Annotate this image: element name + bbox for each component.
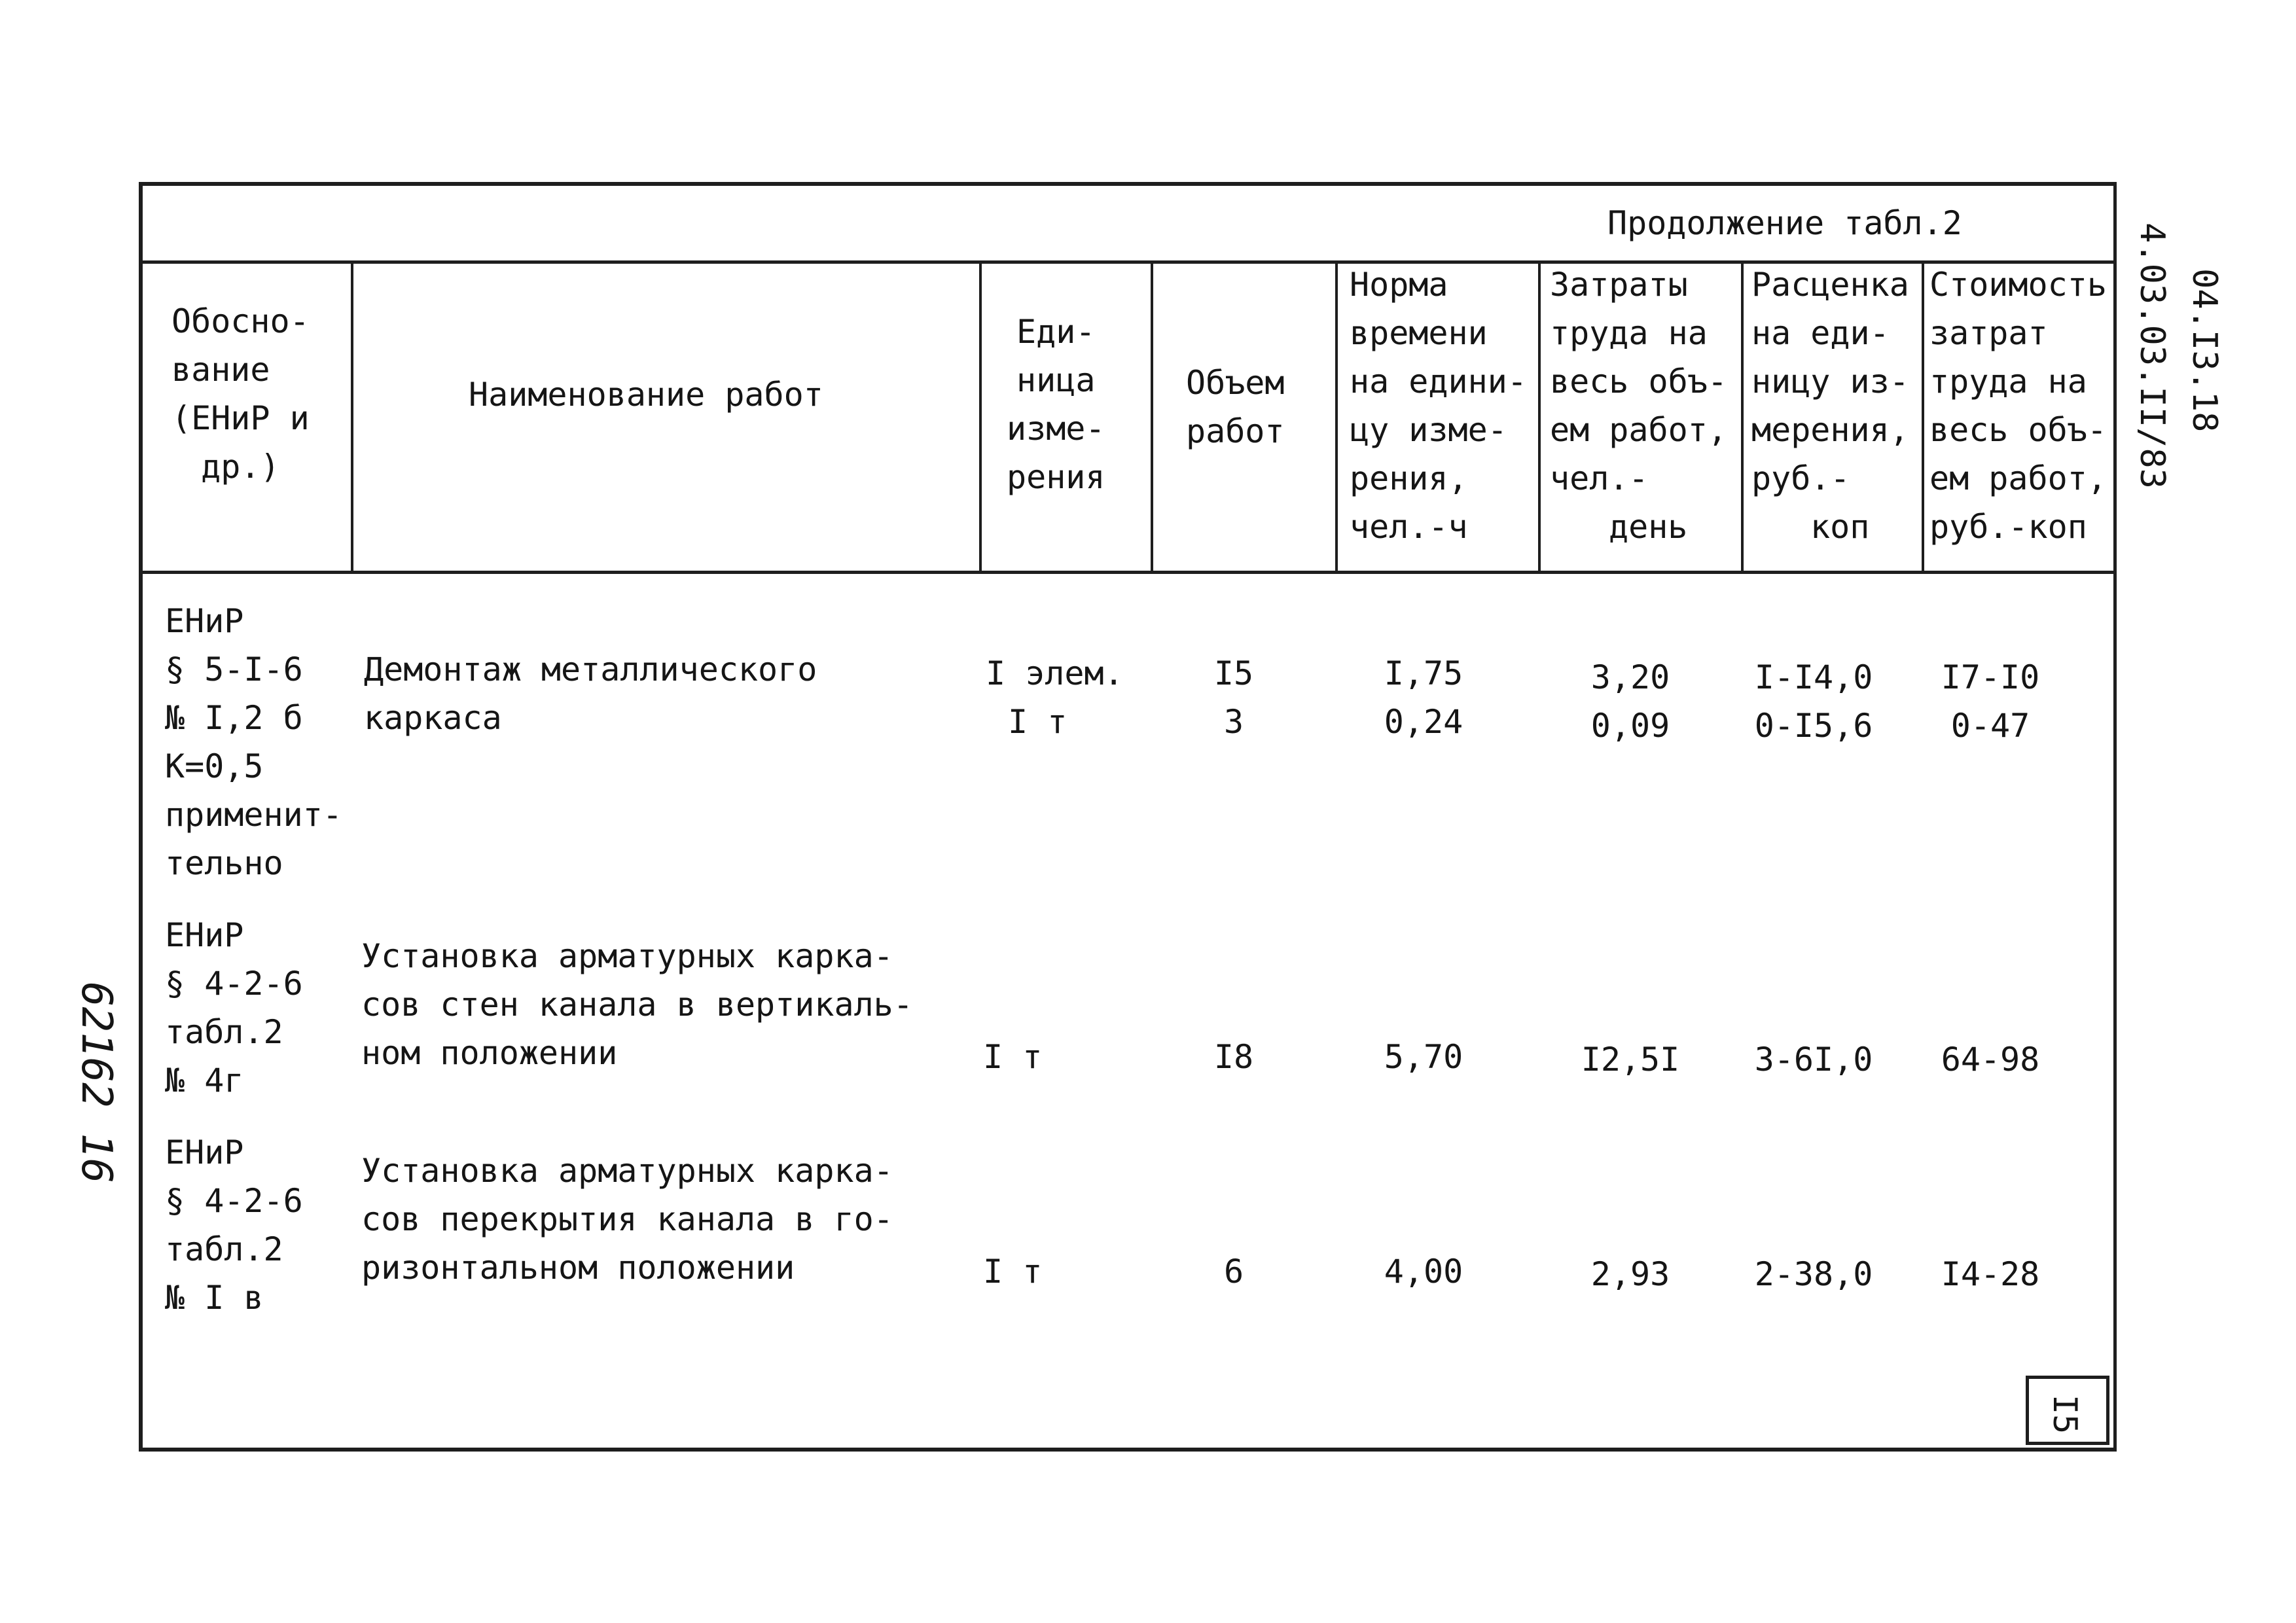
continuation-label: Продолжение табл.2 xyxy=(1607,204,1962,242)
table-row-2-rate: 3-6I,0 xyxy=(1754,1041,1873,1079)
table-row-1-name: Демонтаж металлического каркаса xyxy=(364,651,817,737)
table-row-2-volume: I8 xyxy=(1213,1038,1254,1076)
table-row-1-norm: I,75 0,24 xyxy=(1384,654,1463,741)
col-divider-5 xyxy=(1538,260,1541,573)
table-row-1-basis: ЕНиР § 5-I-6 № I,2 б К=0,5 применит- тельно xyxy=(165,602,342,882)
header-cost: Стоимость затрат труда на весь объ- ем работ, руб.-коп xyxy=(1929,266,2107,546)
header-norm: Норма времени на едини- цу изме- рения, чел.-ч xyxy=(1350,266,1527,546)
table-row-2-cost: 64-98 xyxy=(1941,1041,2040,1079)
col-divider-7 xyxy=(1922,260,1924,573)
table-row-3-basis: ЕНиР § 4-2-6 табл.2 № I в xyxy=(165,1133,303,1317)
col-divider-6 xyxy=(1741,260,1744,573)
header-bottom-rule xyxy=(139,571,2117,574)
table-row-3-rate: 2-38,0 xyxy=(1754,1255,1873,1293)
header-work-name: Наименование работ xyxy=(469,376,823,414)
table-row-1-unit: I элем. I т xyxy=(986,654,1124,741)
page-number-box xyxy=(2026,1376,2109,1445)
table-row-1-rate: I-I4,0 0-I5,6 xyxy=(1754,658,1873,745)
table-row-3-norm: 4,00 xyxy=(1384,1253,1463,1291)
table-row-3-volume: 6 xyxy=(1223,1253,1244,1291)
table-row-2-unit: I т xyxy=(983,1038,1043,1076)
header-unit: Еди- ница изме- рения xyxy=(1007,313,1105,496)
header-volume: Объем работ xyxy=(1186,364,1285,450)
table-row-3-cost: I4-28 xyxy=(1941,1255,2040,1293)
table-row-1-volume: I5 3 xyxy=(1213,654,1254,741)
document-code-secondary: 04.I3.18 xyxy=(2185,268,2224,433)
table-row-2-norm: 5,70 xyxy=(1384,1038,1463,1076)
table-row-3-unit: I т xyxy=(983,1253,1043,1291)
table-row-1-labor: 3,20 0,09 xyxy=(1590,658,1670,745)
document-code: 4.03.03.II/83 xyxy=(2132,223,2172,489)
col-divider-1 xyxy=(351,260,353,573)
col-divider-3 xyxy=(1151,260,1153,573)
header-labor: Затраты труда на весь объ- ем работ, чел.- день xyxy=(1550,266,1727,546)
col-divider-2 xyxy=(979,260,982,573)
page-number: I5 xyxy=(2046,1395,2084,1435)
table-row-2-name: Установка арматурных карка- сов стен канала в вертикаль- ном положении xyxy=(361,937,913,1072)
header-basis: Обосно- вание (ЕНиР и др.) xyxy=(171,302,310,486)
table-row-1-cost: I7-I0 0-47 xyxy=(1941,658,2040,745)
handwritten-inventory-number: 62162 16 xyxy=(72,982,120,1184)
table-row-3-labor: 2,93 xyxy=(1590,1255,1670,1293)
table-row-2-labor: I2,5I xyxy=(1581,1041,1680,1079)
table-row-3-name: Установка арматурных карка- сов перекрытия канала в го- ризонтальном положении xyxy=(361,1152,893,1287)
table-row-2-basis: ЕНиР § 4-2-6 табл.2 № 4г xyxy=(165,916,303,1099)
header-rate: Расценка на еди- ницу из- мерения, руб.- коп xyxy=(1751,266,1909,546)
col-divider-4 xyxy=(1335,260,1338,573)
